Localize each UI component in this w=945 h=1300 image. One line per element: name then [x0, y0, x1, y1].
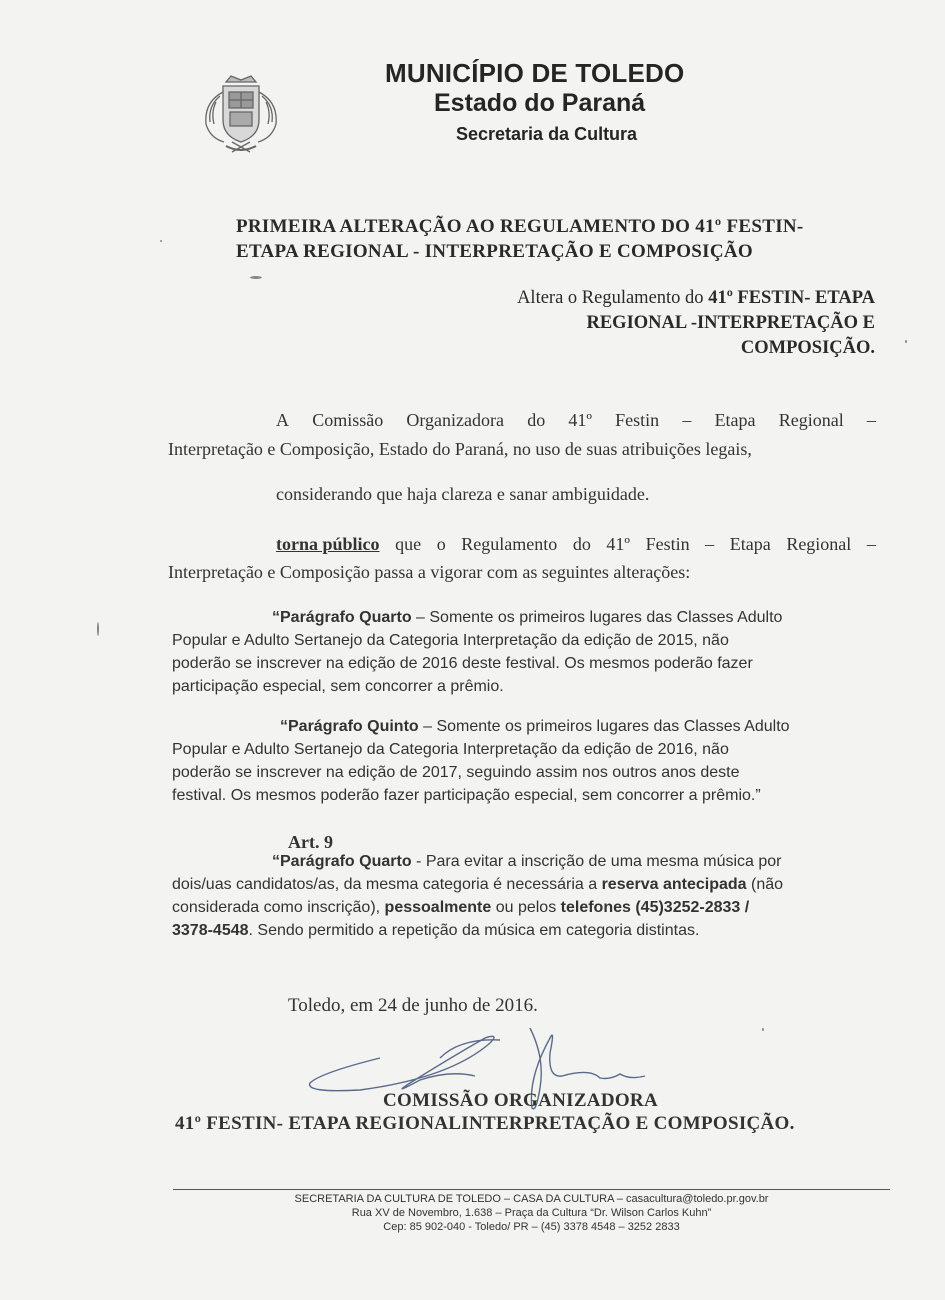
scan-speck	[762, 1028, 764, 1031]
state-name: Estado do Paraná	[434, 89, 646, 117]
intro-paragraph-line-2: Interpretação e Composição, Estado do Paraná, no uso de suas atribuições legais,	[168, 439, 752, 459]
article-9-heading: Art. 9	[288, 832, 333, 852]
department-name: Secretaria da Cultura	[456, 124, 638, 144]
scan-speck	[250, 276, 262, 279]
event-name: 41º FESTIN- ETAPA REGIONALINTERPRETAÇÃO E COMPOSIÇÃO.	[175, 1113, 795, 1134]
article-9-paragraph-quarto: “Parágrafo Quarto - Para evitar a inscrição de uma mesma música por dois/uas candidatos/as, da mesma categoria é necessária a reserva antecipada (não considerada como inscrição), pessoalmente ou pelos telefones (45)3252-2833 / 3378-4548. Sendo permitido a repetição da música em categoria distintas.	[172, 853, 784, 939]
torna-publico: torna público	[276, 534, 380, 554]
paragraph-quarto: “Parágrafo Quarto – Somente os primeiros lugares das Classes Adulto Popular e Adulto Sertanejo da Categoria Interpretação da edição de 2015, não poderão se inscrever na edição de 2016 deste festival. Os mesmos poderão fazer participação especial, sem concorrer a prêmio.	[172, 609, 783, 695]
scan-speck	[905, 340, 907, 343]
municipality-name: MUNICÍPIO DE TOLEDO	[385, 58, 685, 88]
resolution-paragraph-line-2: Interpretação e Composição passa a vigorar com as seguintes alterações:	[168, 562, 691, 582]
considering-paragraph: considerando que haja clareza e sanar ambiguidade.	[276, 484, 650, 504]
ementa-line-3: COMPOSIÇÃO.	[740, 338, 875, 358]
intro-paragraph-line-1: A Comissão Organizadora do 41º Festin – Etapa Regional –	[276, 410, 876, 430]
resolution-paragraph-line-1: torna público que o Regulamento do 41º Festin – Etapa Regional –	[276, 534, 876, 554]
paragraph-quinto: “Parágrafo Quinto – Somente os primeiros lugares das Classes Adulto Popular e Adulto Sertanejo da Categoria Interpretação da edição de 2016, não poderão se inscrever na edição de 2017, seguindo assim nos outros anos deste festival. Os mesmos poderão fazer participação especial, sem concorrer a prêmio.”	[172, 718, 790, 804]
footer-line-1: SECRETARIA DA CULTURA DE TOLEDO – CASA DA CULTURA – casacultura@toledo.pr.gov.br	[294, 1193, 769, 1205]
document-title-line-2: ETAPA REGIONAL - INTERPRETAÇÃO E COMPOSIÇÃO	[236, 241, 753, 262]
document-title-line-1: PRIMEIRA ALTERAÇÃO AO REGULAMENTO DO 41º FESTIN-	[236, 216, 804, 237]
footer-line-3: Cep: 85 902-040 - Toledo/ PR – (45) 3378 4548 – 3252 2833	[383, 1221, 680, 1233]
footer-divider	[173, 1189, 890, 1190]
date-line: Toledo, em 24 de junho de 2016.	[288, 995, 538, 1016]
scan-speck	[160, 240, 162, 242]
ementa-line-1: Altera o Regulamento do 41º FESTIN- ETAPA	[517, 288, 875, 308]
scan-speck	[97, 622, 99, 636]
municipal-coat-of-arms	[196, 72, 286, 156]
ementa-line-2: REGIONAL -INTERPRETAÇÃO E	[586, 313, 875, 333]
committee-name: COMISSÃO ORGANIZADORA	[383, 1090, 658, 1111]
footer-line-2: Rua XV de Novembro, 1.638 – Praça da Cultura “Dr. Wilson Carlos Kuhn”	[351, 1207, 712, 1219]
